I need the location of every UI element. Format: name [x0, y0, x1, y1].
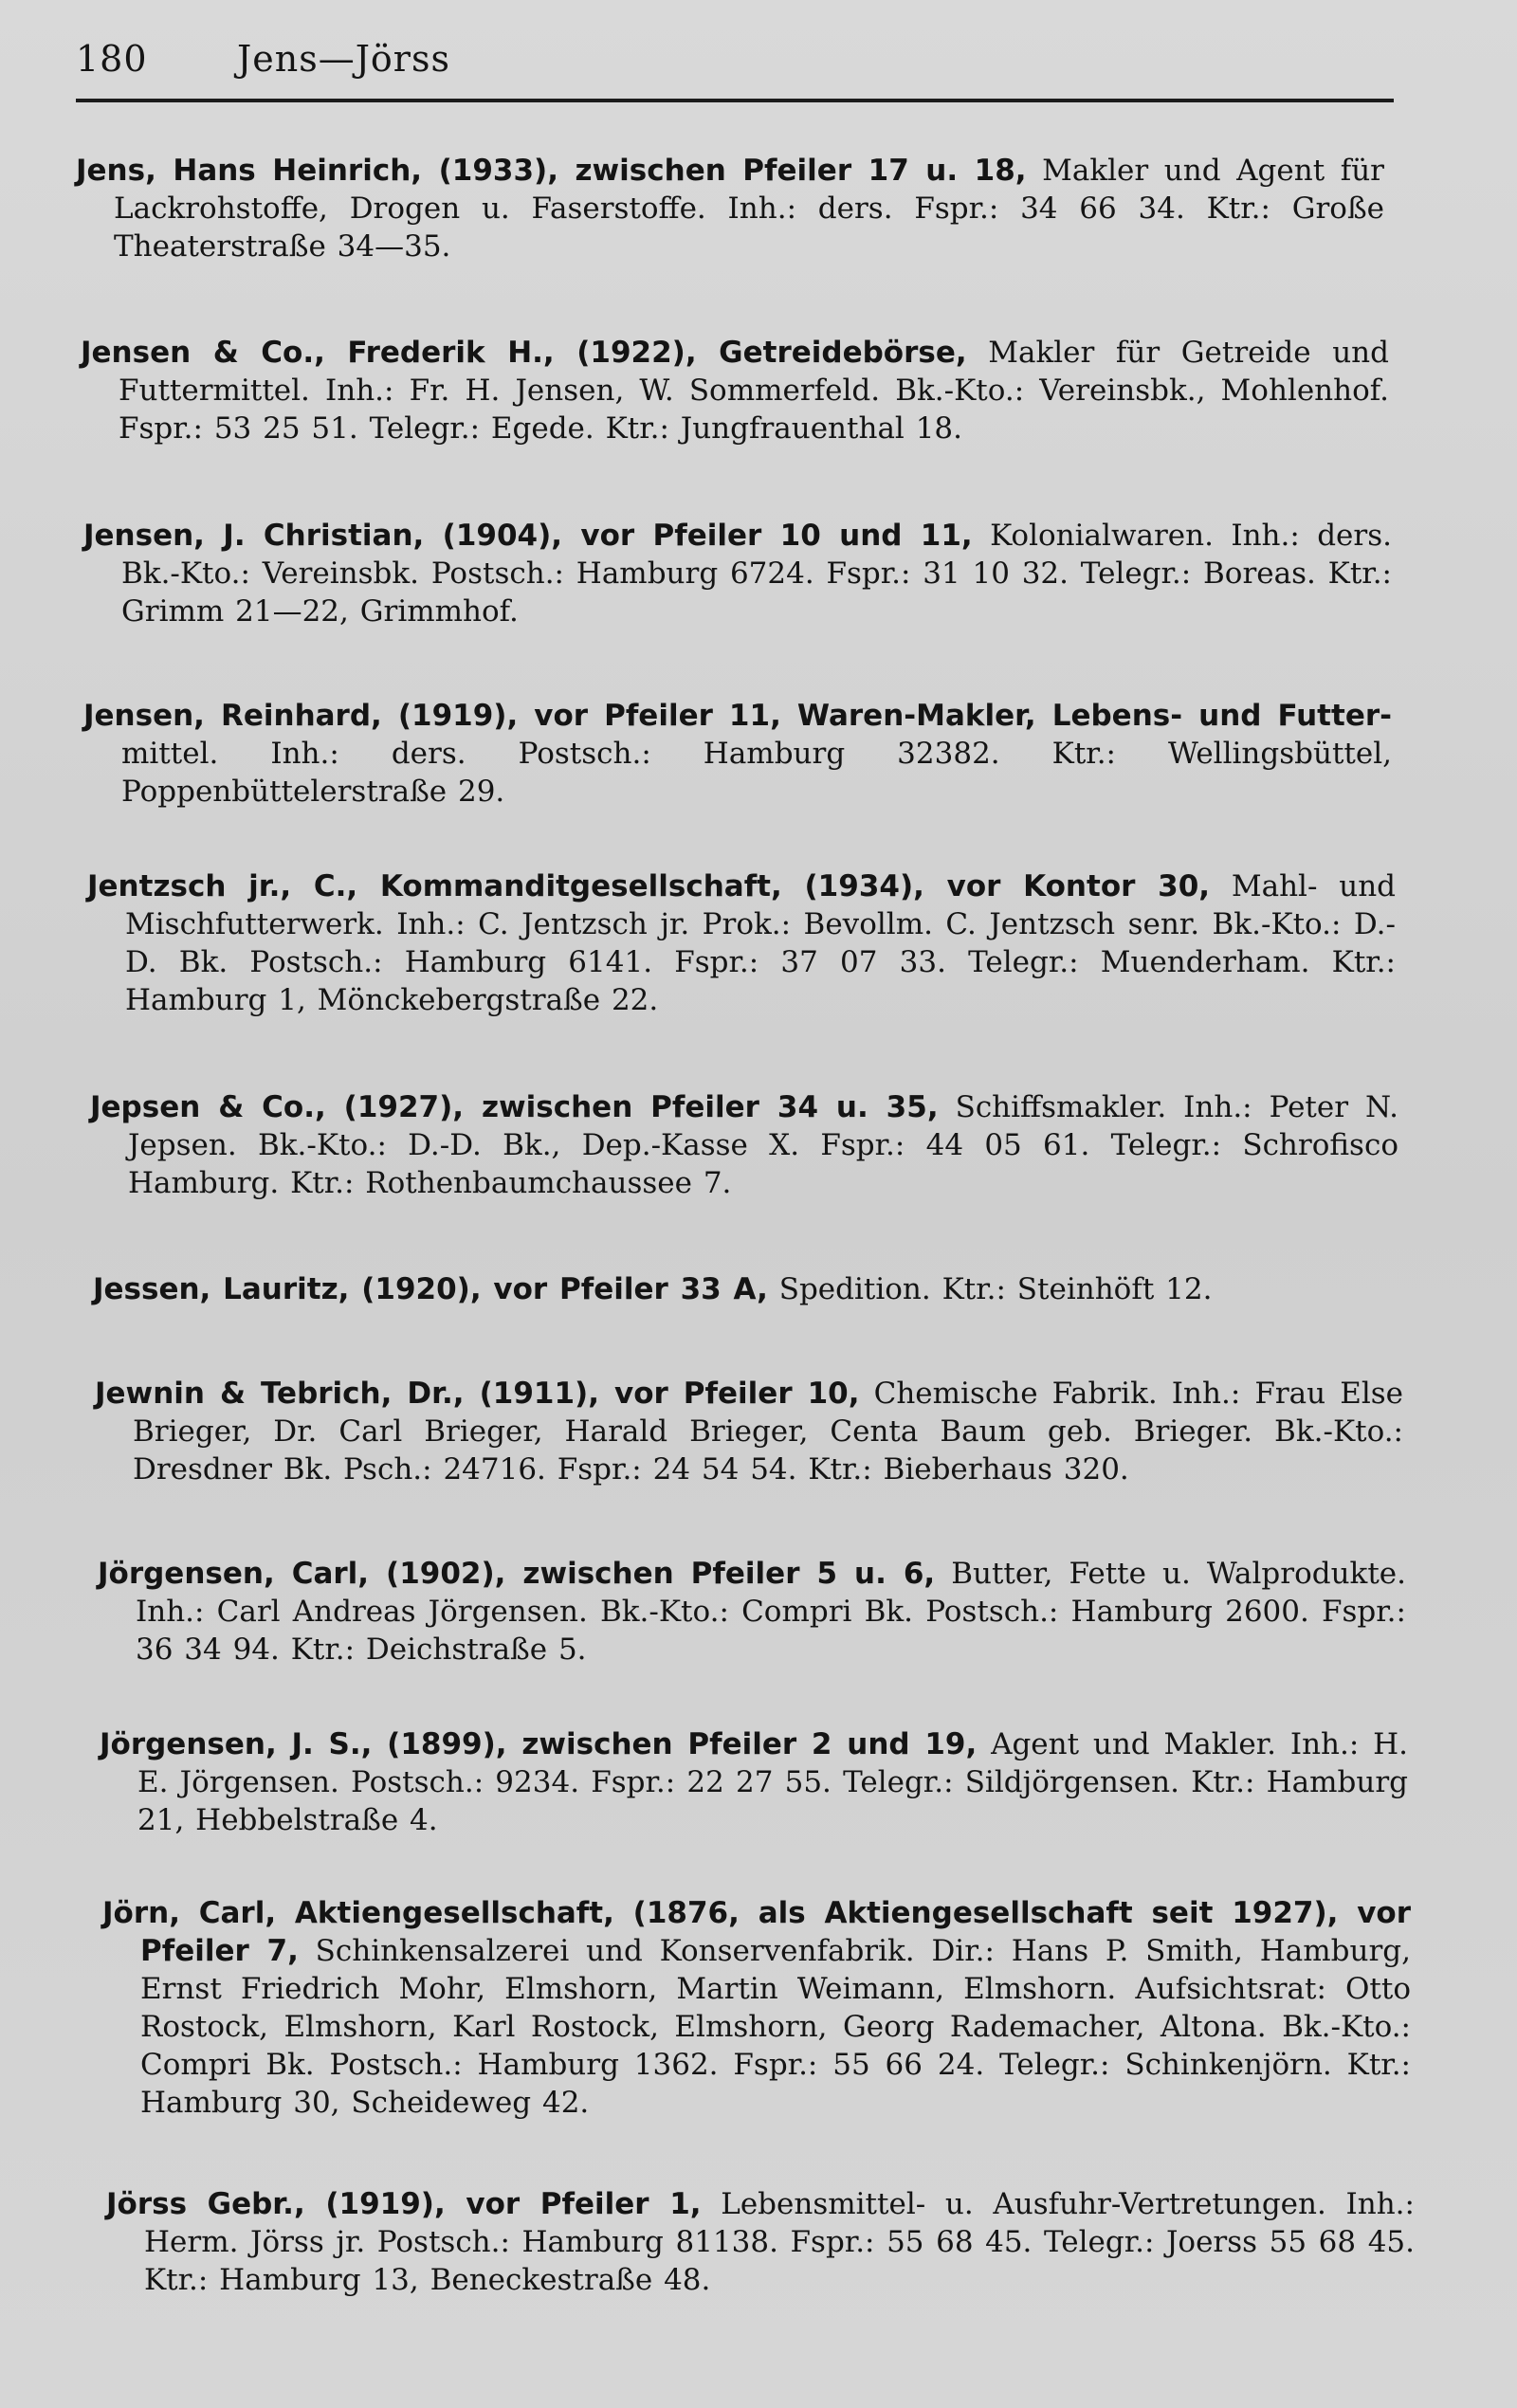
entry-name: Jens, Hans Heinrich, (1933), zwischen Pfeiler 17 u. 18, — [76, 154, 1027, 188]
entry-details: Butter, Fette u. Walprodukte. Inh.: Carl Andreas Jörgensen. Bk.-Kto.: Compri Bk. Postsch.: Hamburg 2600. Fspr.: 36 34 94. Ktr.: Deichstraße 5. — [136, 1557, 1406, 1667]
list-item — [106, 2185, 1415, 2299]
list-item — [83, 517, 1392, 630]
entry-name: Jörss Gebr., (1919), vor Pfeiler 1, — [106, 2187, 702, 2221]
entry-name: Jessen, Lauritz, (1920), vor Pfeiler 33 A, — [93, 1272, 768, 1306]
entry-details: Schinkensalzerei und Konservenfabrik. Dir.: Hans P. Smith, Hamburg, Ernst Friedrich Mohr, Elmshorn, Martin Weimann, Elmshorn. Aufsichtsrat: Otto Rostock, Elmshorn, Karl Rostock, Elmshorn, Georg Rademacher, Altona. Bk.-Kto.: Compri Bk. Postsch.: Hamburg 1362. Fspr.: 55 66 24. Telegr.: Schinkenjörn. Ktr.: Hamburg 30, Scheideweg 42. — [140, 1934, 1411, 2120]
entry-details: Chemische Fabrik. Inh.: Frau Else Brieger, Dr. Carl Brieger, Harald Brieger, Centa Baum geb. Brieger. Bk.-Kto.: Dresdner Bk. Psch.: 24716. Fspr.: 24 54 54. Ktr.: Bieberhaus 320. — [133, 1377, 1404, 1487]
list-item — [90, 1088, 1398, 1202]
entry-details: Kolonialwaren. Inh.: ders. Bk.-Kto.: Vereinsbk. Postsch.: Hamburg 6724. Fspr.: 31 10 32. Telegr.: Boreas. Ktr.: Grimm 21—22, Grimmhof. — [121, 519, 1392, 629]
entry-name: Jepsen & Co., (1927), zwischen Pfeiler 34 u. 35, — [90, 1090, 939, 1124]
entry-details: Schiffsmakler. Inh.: Peter N. Jepsen. Bk.-Kto.: D.-D. Bk., Dep.-Kasse X. Fspr.: 44 05 61. Telegr.: Schrofisco Hamburg. Ktr.: Rothenbaumchaussee 7. — [128, 1090, 1398, 1200]
page-number: 180 — [76, 38, 148, 80]
list-item — [98, 1555, 1406, 1669]
entry-details: mittel. Inh.: ders. Postsch.: Hamburg 32382. Ktr.: Wellingsbüttel, Poppenbüttelerstraße 29. — [121, 737, 1392, 809]
entry-name: Jörn, Carl, Aktiengesellschaft, (1876, als Aktiengesellschaft seit 1927), vor Pfeiler 7, — [102, 1896, 1411, 1968]
entry-name: Jensen, J. Christian, (1904), vor Pfeiler 10 und 11, — [83, 519, 973, 553]
list-item — [81, 334, 1389, 447]
entry-name: Jörgensen, Carl, (1902), zwischen Pfeiler 5 u. 6, — [98, 1557, 936, 1591]
entry-name: Jensen, Reinhard, (1919), vor Pfeiler 11, Waren-Makler, Lebens- und Futter- — [83, 699, 1392, 733]
entry-details: Mahl- und Mischfutterwerk. Inh.: C. Jentzsch jr. Prok.: Bevollm. C. Jentzsch senr. Bk.-Kto.: D.-D. Bk. Postsch.: Hamburg 6141. Fspr.: 37 07 33. Telegr.: Muenderham. Ktr.: Hamburg 1, Mönckebergstraße 22. — [125, 869, 1397, 1017]
entry-name: Jensen & Co., Frederik H., (1922), Getreidebörse, — [81, 336, 967, 370]
entry-details: Makler und Agent für Lackrohstoffe, Drogen u. Faserstoffe. Inh.: ders. Fspr.: 34 66 34. Ktr.: Große Theaterstraße 34—35. — [114, 154, 1384, 264]
entry-details: Lebensmittel- u. Ausfuhr-Vertretungen. Inh.: Herm. Jörss jr. Postsch.: Hamburg 81138. Fspr.: 55 68 45. Telegr.: Joerss 55 68 45. Ktr.: Hamburg 13, Beneckestraße 48. — [144, 2187, 1415, 2297]
list-item — [83, 697, 1392, 811]
list-item — [95, 1375, 1403, 1488]
running-head: Jens—Jörss — [237, 38, 450, 80]
entry-name: Jewnin & Tebrich, Dr., (1911), vor Pfeiler 10, — [95, 1377, 860, 1411]
list-item — [93, 1270, 1401, 1308]
entry-name: Jentzsch jr., C., Kommanditgesellschaft, (1934), vor Kontor 30, — [87, 869, 1211, 903]
entry-details: Agent und Makler. Inh.: H. E. Jörgensen. Postsch.: 9234. Fspr.: 22 27 55. Telegr.: Sildjörgensen. Ktr.: Hamburg 21, Hebbelstraße 4. — [137, 1727, 1408, 1837]
list-item — [102, 1894, 1411, 2122]
entry-name: Jörgensen, J. S., (1899), zwischen Pfeiler 2 und 19, — [100, 1727, 978, 1761]
entry-details: Spedition. Ktr.: Steinhöft 12. — [767, 1272, 1213, 1306]
entry-details: Makler für Getreide und Futtermittel. Inh.: Fr. H. Jensen, W. Sommerfeld. Bk.-Kto.: Vereinsbk., Mohlenhof. Fspr.: 53 25 51. Telegr.: Egede. Ktr.: Jungfrauenthal 18. — [119, 336, 1389, 446]
list-item — [76, 152, 1384, 265]
list-item — [100, 1725, 1408, 1839]
list-item — [87, 867, 1396, 1019]
